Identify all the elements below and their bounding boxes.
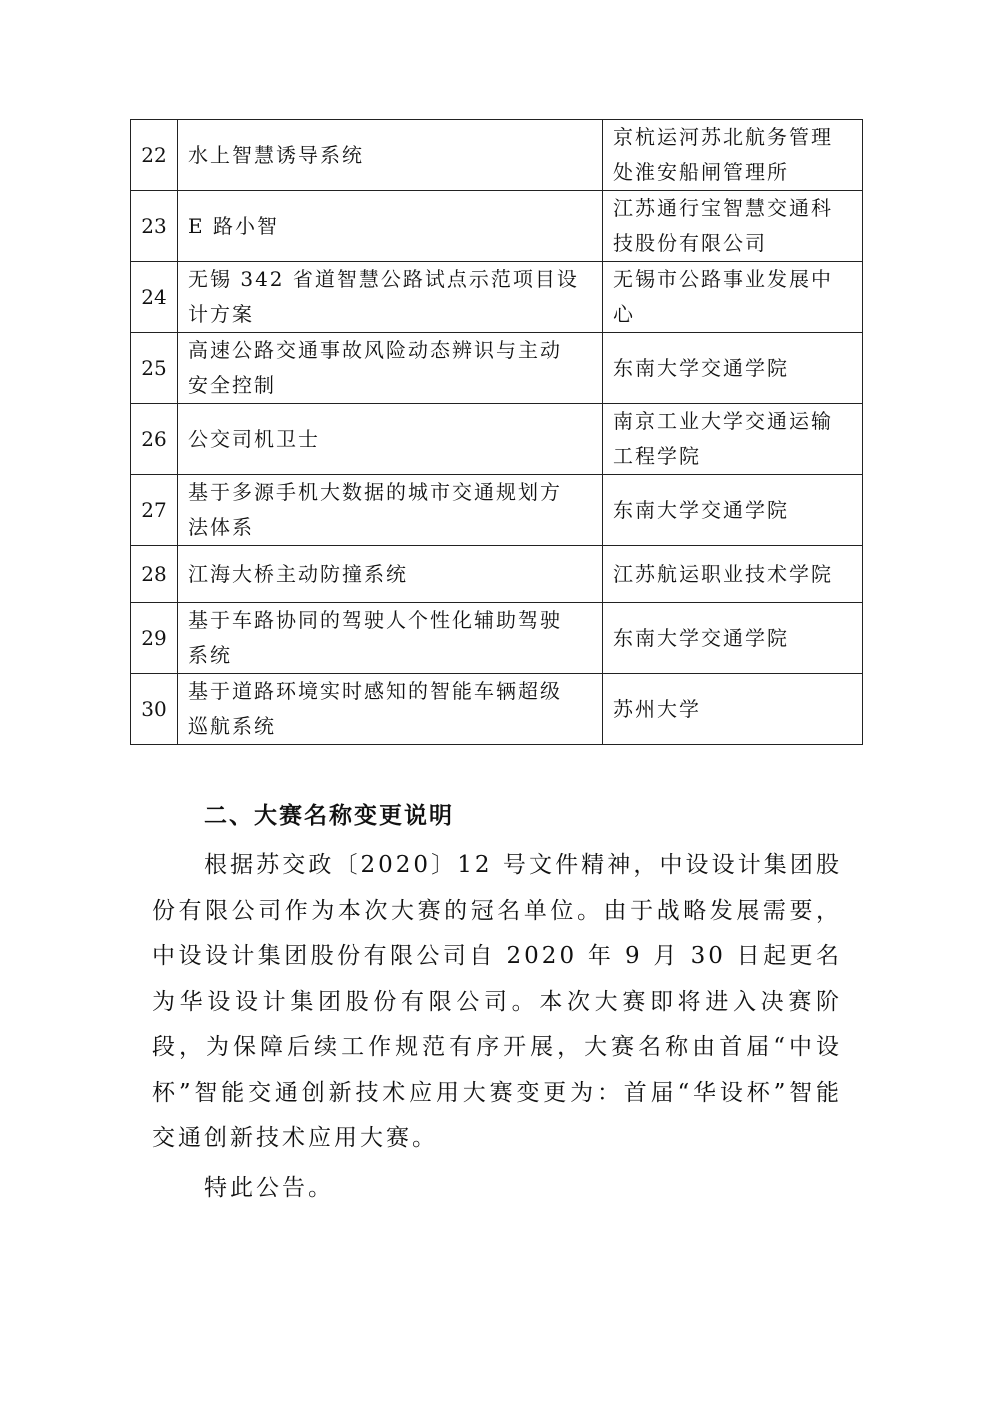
table-row bbox=[131, 674, 863, 745]
table-row bbox=[131, 262, 863, 333]
body-paragraph: 根据苏交政〔2020〕12 号文件精神，中设设计集团股份有限公司作为本次大赛的冠名单位。由于战略发展需要，中设设计集团股份有限公司自 2020 年 9 月 30 日起更名为华设设计集团股份有限公司。本次大赛即将进入决赛阶段，为保障后续工作规范有序开展，大赛名称由首届“中设杯”智能交通创新技术应用大赛变更为：首届“华设杯”智能交通创新技术应用大赛。 bbox=[152, 852, 842, 1151]
project-name bbox=[178, 674, 603, 745]
project-name-line: 基于道路环境实时感知的智能车辆超级 bbox=[188, 679, 562, 703]
project-name bbox=[178, 404, 603, 475]
project-name-line: 基于车路协同的驾驶人个性化辅助驾驶 bbox=[188, 608, 562, 632]
project-name bbox=[178, 120, 603, 191]
applicant-unit-line: 东南大学交通学院 bbox=[613, 625, 789, 650]
table-row bbox=[131, 475, 863, 546]
project-name-line: 公交司机卫士 bbox=[188, 426, 320, 451]
row-number: 27 bbox=[131, 475, 178, 546]
applicant-unit-line: 京杭运河苏北航务管理 bbox=[613, 125, 833, 149]
project-name-line: 系统 bbox=[188, 643, 232, 667]
row-number: 24 bbox=[131, 262, 178, 333]
table-row bbox=[131, 603, 863, 674]
applicant-unit bbox=[603, 674, 863, 745]
project-name-line: 高速公路交通事故风险动态辨识与主动 bbox=[188, 338, 562, 362]
table-row bbox=[131, 546, 863, 603]
project-name bbox=[178, 475, 603, 546]
project-name bbox=[178, 191, 603, 262]
applicant-unit-line: 江苏通行宝智慧交通科 bbox=[613, 196, 833, 220]
project-name bbox=[178, 333, 603, 404]
row-number: 26 bbox=[131, 404, 178, 475]
project-name-line: 基于多源手机大数据的城市交通规划方 bbox=[188, 480, 562, 504]
project-name-line: 安全控制 bbox=[188, 373, 276, 397]
applicant-unit-line: 东南大学交通学院 bbox=[613, 355, 789, 380]
applicant-unit-line: 无锡市公路事业发展中心 bbox=[613, 267, 833, 326]
applicant-unit bbox=[603, 191, 863, 262]
results-table bbox=[130, 119, 863, 745]
table-row bbox=[131, 404, 863, 475]
applicant-unit-line: 东南大学交通学院 bbox=[613, 497, 789, 522]
applicant-unit bbox=[603, 333, 863, 404]
applicant-unit-line: 处淮安船闸管理所 bbox=[613, 160, 789, 184]
row-number: 29 bbox=[131, 603, 178, 674]
project-name-line: E 路小智 bbox=[188, 213, 279, 238]
project-name-line: 计方案 bbox=[188, 302, 254, 326]
row-number: 30 bbox=[131, 674, 178, 745]
applicant-unit bbox=[603, 120, 863, 191]
table-row bbox=[131, 333, 863, 404]
table-row bbox=[131, 191, 863, 262]
applicant-unit-line: 南京工业大学交通运输 bbox=[613, 409, 833, 433]
row-number: 22 bbox=[131, 120, 178, 191]
row-number: 25 bbox=[131, 333, 178, 404]
project-name bbox=[178, 603, 603, 674]
applicant-unit-line: 江苏航运职业技术学院 bbox=[613, 561, 833, 586]
project-name-line: 无锡 342 省道智慧公路试点示范项目设 bbox=[188, 267, 579, 291]
table-row bbox=[131, 120, 863, 191]
applicant-unit bbox=[603, 603, 863, 674]
project-name-line: 水上智慧诱导系统 bbox=[188, 142, 364, 167]
section-heading: 二、大赛名称变更说明 bbox=[204, 803, 454, 829]
applicant-unit bbox=[603, 475, 863, 546]
project-name-line: 江海大桥主动防撞系统 bbox=[188, 561, 408, 586]
applicant-unit-line: 工程学院 bbox=[613, 444, 701, 468]
project-name-line: 巡航系统 bbox=[188, 714, 276, 738]
project-name bbox=[178, 262, 603, 333]
applicant-unit-line: 苏州大学 bbox=[613, 696, 701, 721]
closing-line: 特此公告。 bbox=[204, 1175, 334, 1201]
project-name bbox=[178, 546, 603, 603]
row-number: 23 bbox=[131, 191, 178, 262]
applicant-unit-line: 技股份有限公司 bbox=[613, 231, 767, 255]
applicant-unit bbox=[603, 404, 863, 475]
applicant-unit bbox=[603, 262, 863, 333]
applicant-unit bbox=[603, 546, 863, 603]
project-name-line: 法体系 bbox=[188, 515, 254, 539]
row-number: 28 bbox=[131, 546, 178, 603]
